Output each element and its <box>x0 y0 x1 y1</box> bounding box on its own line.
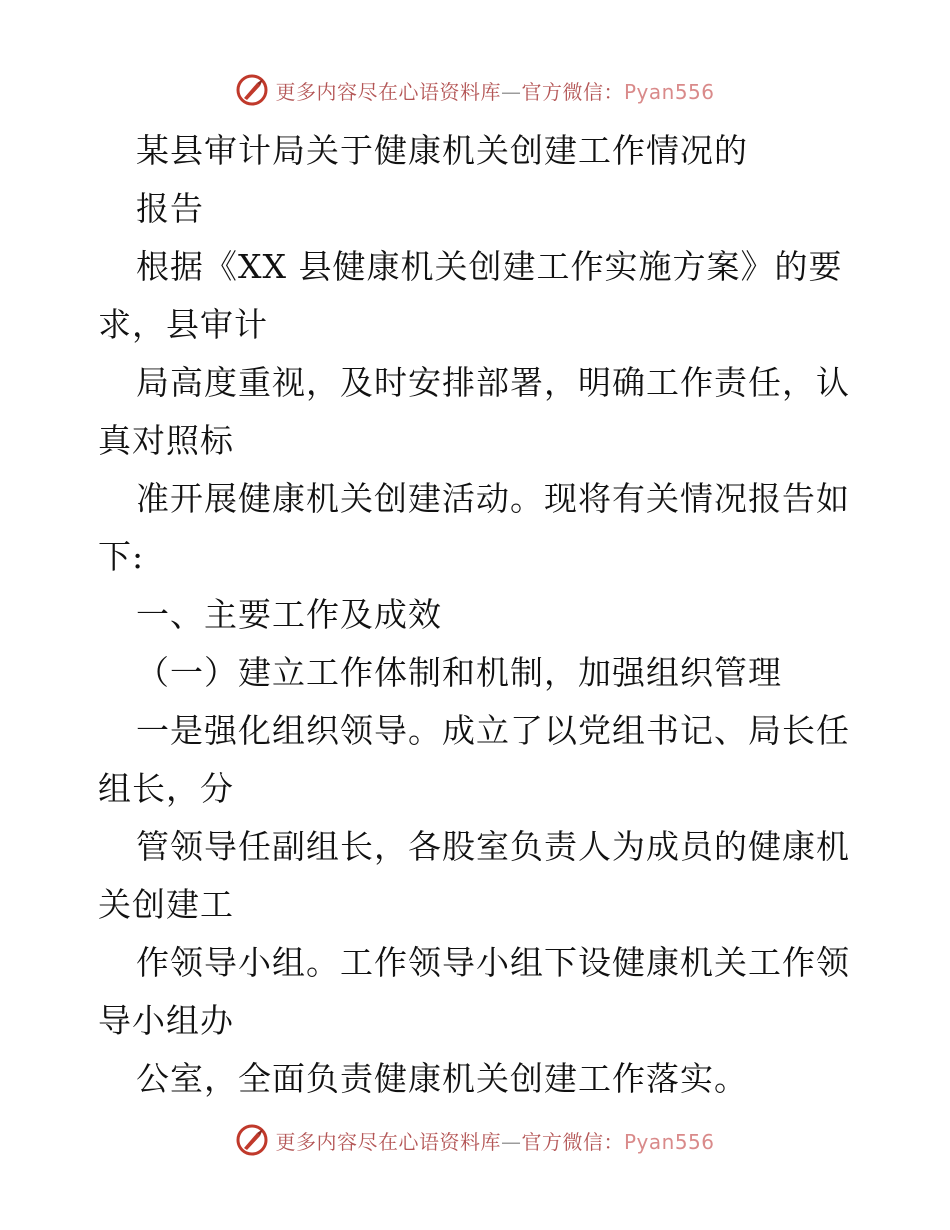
watermark-wechat-id: Pyan556 <box>623 1129 715 1154</box>
text-line: 管领导任副组长，各股室负责人为成员的健康机 <box>136 827 850 866</box>
text-line: 报告 <box>136 189 204 228</box>
text-line: 准开展健康机关创建活动。现将有关情况报告如 <box>136 479 850 518</box>
text-line: 组长，分 <box>98 769 234 808</box>
watermark-site-text: 更多内容尽在心语资料库 <box>275 1129 501 1154</box>
text-line: 一、主要工作及成效 <box>136 595 442 634</box>
watermark-site-text: 更多内容尽在心语资料库 <box>275 79 501 104</box>
watermark-dash: — <box>500 1129 522 1154</box>
watermark-text <box>275 76 714 105</box>
watermark-wechat-label: 官方微信： <box>521 79 624 104</box>
document-body <box>98 122 858 1108</box>
text-line: 真对照标 <box>98 421 234 460</box>
text-line: 求，县审计 <box>98 305 268 344</box>
watermark-dash: — <box>500 79 522 104</box>
text-line: 公室，全面负责健康机关创建工作落实。 <box>136 1059 748 1098</box>
text-line: 根据《XX 县健康机关创建工作实施方案》的要 <box>136 247 843 286</box>
text-line: 作领导小组。工作领导小组下设健康机关工作领 <box>136 943 850 982</box>
watermark-wechat-label: 官方微信： <box>521 1129 624 1154</box>
header-watermark <box>0 70 950 110</box>
text-line: 一是强化组织领导。成立了以党组书记、局长任 <box>136 711 850 750</box>
quill-logo-icon <box>235 1123 269 1157</box>
text-line: （一）建立工作体制和机制，加强组织管理 <box>136 653 782 692</box>
text-line: 某县审计局关于健康机关创建工作情况的 <box>136 131 748 170</box>
footer-watermark <box>0 1120 950 1160</box>
text-line: 关创建工 <box>98 885 234 924</box>
watermark-text <box>275 1126 714 1155</box>
text-line: 下: <box>98 537 145 576</box>
watermark-wechat-id: Pyan556 <box>623 79 715 104</box>
text-line: 导小组办 <box>98 1001 234 1040</box>
text-line: 局高度重视，及时安排部署，明确工作责任，认 <box>136 363 850 402</box>
quill-logo-icon <box>235 73 269 107</box>
